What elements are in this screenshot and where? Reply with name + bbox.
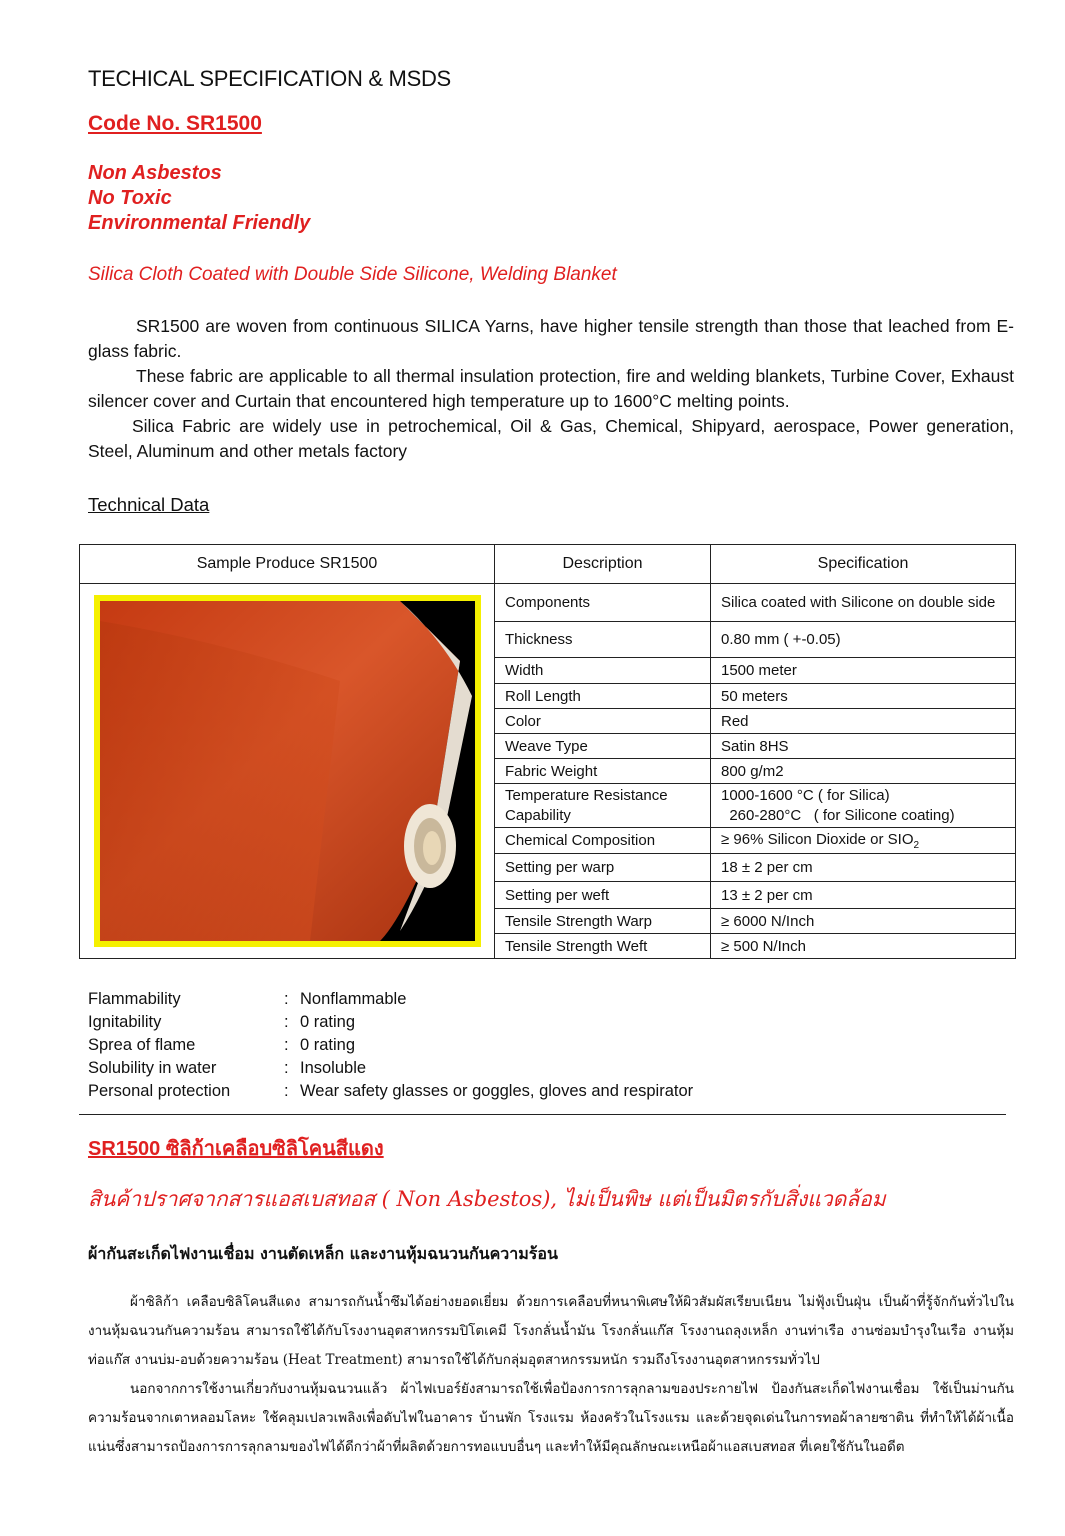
property-value: 0 rating <box>300 1036 356 1054</box>
code-number: Code No. SR1500 <box>88 112 262 135</box>
property-key: Flammability <box>88 990 181 1008</box>
property-colon: : <box>284 1036 289 1054</box>
property-colon: : <box>284 1082 289 1100</box>
row-specification <box>711 784 1016 828</box>
row-specification: Satin 8HS <box>711 734 1016 759</box>
row-specification: 50 meters <box>711 684 1016 709</box>
property-row <box>88 1034 693 1057</box>
feature-non-asbestos: Non Asbestos <box>88 162 222 184</box>
row-specification-line: 260-280°C ( for Silicone coating) <box>721 806 955 824</box>
header-description: Description <box>495 545 711 584</box>
property-value: Wear safety glasses or goggles, gloves and respirator <box>300 1082 694 1100</box>
property-value: Insoluble <box>300 1059 367 1077</box>
intro-text <box>88 314 1014 464</box>
row-description: Setting per weft <box>495 882 711 909</box>
row-description: Width <box>495 658 711 684</box>
property-row <box>88 988 693 1011</box>
row-description: Setting per warp <box>495 854 711 882</box>
row-specification: ≥ 500 N/Inch <box>711 934 1016 959</box>
technical-data-heading: Technical Data <box>88 494 210 515</box>
row-specification-line: 1000-1600 °C ( for Silica) <box>721 786 890 804</box>
row-specification: Silica coated with Silicone on double side <box>711 584 1016 622</box>
row-description: Color <box>495 709 711 734</box>
sample-photo-frame <box>94 595 481 947</box>
document-title: TECHICAL SPECIFICATION & MSDS <box>88 66 451 91</box>
property-key: Ignitability <box>88 1013 162 1031</box>
fabric-roll-image <box>100 601 475 941</box>
row-specification: 0.80 mm ( +-0.05) <box>711 622 1016 658</box>
intro-paragraph: SR1500 are woven from continuous SILICA Yarns, have higher tensile strength than those that leached from E- glass fabric. <box>88 316 1014 361</box>
feature-no-toxic: No Toxic <box>88 187 172 209</box>
property-value: 0 rating <box>300 1013 356 1031</box>
table-row <box>80 584 1016 622</box>
thai-body <box>88 1288 1014 1462</box>
spec-text: ≥ 96% Silicon Dioxide or SIO <box>721 830 914 848</box>
safety-properties <box>88 988 693 1103</box>
thai-paragraph: นอกจากการใช้งานเกี่ยวกับงานหุ้มฉนวนแล้ว ผ้าไฟเบอร์ยังสามารถใช้เพื่อป้องการการลุกลามของประกายไฟ ป้องกันสะเก็ดไฟงานเชื่อม ใช้เป็นม่านกันความร้อนจากเตาหลอมโลหะ ใช้คลุมเปลวเพลิงเพื่อดับไฟในอาคาร บ้านพัก โรงแรม ห้องครัวในโรงแรม และด้วยจุดเด่นในการทอผ้าลายซาติน ที่ทำให้ได้ผ้าเนื้อแน่นซึ่งสามารถป้องการการลุกลามของไฟได้ดีกว่าผ้าที่ผลิตด้วยการทอแบบอื่นๆ และทำให้มีคุณลักษณะเหนือผ้าแอสเบสทอส ที่เคยใช้กันในอดีต <box>88 1381 1014 1455</box>
row-description: Tensile Strength Warp <box>495 909 711 934</box>
intro-paragraph: Silica Fabric are widely use in petrochemical, Oil & Gas, Chemical, Shipyard, aerospace, Power generation, Steel, Aluminum and other metals factory <box>88 416 1014 461</box>
header-specification: Specification <box>711 545 1016 584</box>
row-specification: ≥ 6000 N/Inch <box>711 909 1016 934</box>
row-description: Fabric Weight <box>495 759 711 784</box>
intro-paragraph: These fabric are applicable to all thermal insulation protection, fire and welding blankets, Turbine Cover, Exhaust silencer cover and Curtain that encountered high temperature up to 1600°C melting points. <box>88 366 1014 411</box>
sample-photo-cell <box>80 584 495 959</box>
property-colon: : <box>284 990 289 1008</box>
row-description: Thickness <box>495 622 711 658</box>
product-subtitle: Silica Cloth Coated with Double Side Silicone, Welding Blanket <box>88 264 617 285</box>
row-description: Roll Length <box>495 684 711 709</box>
row-description-line: Capability <box>505 806 571 824</box>
thai-bold-heading: ผ้ากันสะเก็ดไฟงานเชื่อม งานตัดเหล็ก และงานหุ้มฉนวนกันความร้อน <box>88 1244 558 1263</box>
property-colon: : <box>284 1059 289 1077</box>
row-description <box>495 784 711 828</box>
property-row <box>88 1057 693 1080</box>
property-key: Solubility in water <box>88 1059 217 1077</box>
row-description: Weave Type <box>495 734 711 759</box>
row-specification: 18 ± 2 per cm <box>711 854 1016 882</box>
row-description: Chemical Composition <box>495 828 711 854</box>
row-specification <box>711 828 1016 854</box>
property-value: Nonflammable <box>300 990 407 1008</box>
thai-heading: SR1500 ซิลิก้าเคลือบซิลิโคนสีแดง <box>88 1138 384 1160</box>
thai-subheading: สินค้าปราศจากสารแอสเบสทอส ( Non Asbestos), ไม่เป็นพิษ แต่เป็นมิตรกับสิ่งแวดล้อม <box>88 1187 886 1211</box>
thai-paragraph: ผ้าซิลิก้า เคลือบซิลิโคนสีแดง สามารถกันน้ำซึมได้อย่างยอดเยี่ยม ด้วยการเคลือบที่หนาพิเศษให้ผิวสัมผัสเรียบเนียน ไม่ฟุ้งเป็นฝุ่น เป็นผ้าที่รู้จักกันทั่วไปในงานหุ้มฉนวนกันความร้อน สามารถใช้ได้กับโรงงานอุตสาหกรรมปิโตเคมี โรงกลั่นน้ำมัน โรงกลั่นแก๊ส โรงงานถลุงเหล็ก งานท่าเรือ งานซ่อมบำรุงในเรือ งานหุ้มท่อแก๊ส งานบ่ม-อบด้วยความร้อน (Heat Treatment) สามารถใช้ได้กับกลุ่มอุตสาหกรรมหนัก รวมถึงโรงงานอุตสาหกรรมทั่วไป <box>88 1294 1014 1368</box>
feature-environmental: Environmental Friendly <box>88 212 311 234</box>
row-description: Components <box>495 584 711 622</box>
row-specification: Red <box>711 709 1016 734</box>
row-specification: 800 g/m2 <box>711 759 1016 784</box>
header-sample: Sample Produce SR1500 <box>80 545 495 584</box>
table-header-row <box>80 545 1016 584</box>
spec-table <box>79 544 1016 959</box>
row-specification: 1500 meter <box>711 658 1016 684</box>
property-row <box>88 1080 693 1103</box>
row-specification: 13 ± 2 per cm <box>711 882 1016 909</box>
property-key: Sprea of flame <box>88 1036 196 1054</box>
section-divider <box>79 1114 1006 1115</box>
spec-subscript: 2 <box>913 839 920 851</box>
row-description: Tensile Strength Weft <box>495 934 711 959</box>
property-row <box>88 1011 693 1034</box>
property-colon: : <box>284 1013 289 1031</box>
row-description-line: Temperature Resistance <box>505 786 668 804</box>
property-key: Personal protection <box>88 1082 231 1100</box>
